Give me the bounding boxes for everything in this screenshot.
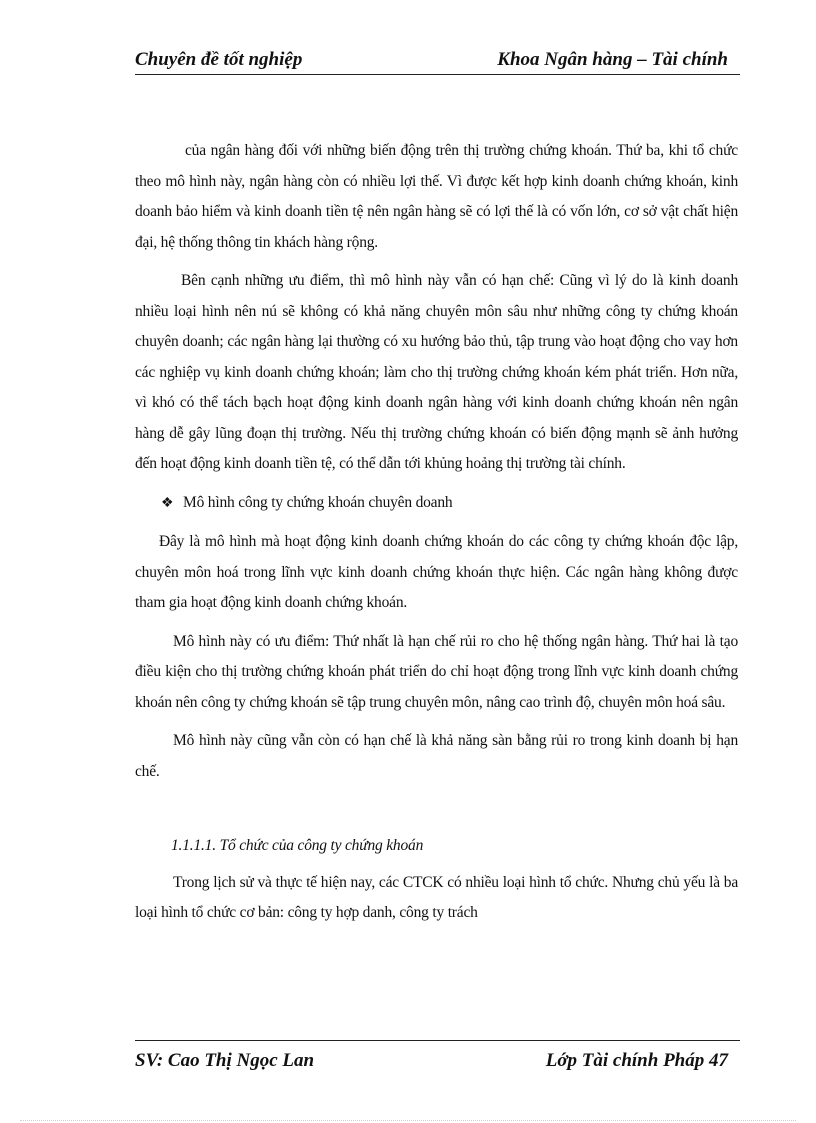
bullet-text: Mô hình công ty chứng khoán chuyên doanh xyxy=(183,493,453,511)
paragraph-2: Bên cạnh những ưu điểm, thì mô hình này vẫn có hạn chế: Cũng vì lý do là kinh doanh nhiều loại hình nên nú sẽ không có khả năng chuyên môn sâu như những công ty chứng khoán chuyên doanh; các ngân hàng lại thường có xu hướng bảo thủ, tập trung vào hoạt động cho vay hơn các nghiệp vụ kinh doanh chứng khoán; làm cho thị trường chứng khoán kém phát triển. Hơn nữa, vì khó có thể tách bạch hoạt động kinh doanh ngân hàng với kinh doanh chứng khoán nên ngân hàng dễ gây lũng đoạn thị trường. Nếu thị trường chứng khoán có biến động mạnh sẽ ảnh hưởng đến hoạt động kinh doanh tiền tệ, có thể dẫn tới khủng hoảng thị trường tài chính. xyxy=(135,272,738,472)
paragraph-1: của ngân hàng đối với những biến động trên thị trường chứng khoán. Thứ ba, khi tổ chức theo mô hình này, ngân hàng còn có nhiều lợi thế. Vì được kết hợp kinh doanh chứng khoán, kinh doanh bảo hiểm và kinh doanh tiền tệ nên ngân hàng sẽ có lợi thế là có vốn lớn, cơ sở vật chất hiện đại, hệ thống thông tin khách hàng rộng. xyxy=(135,142,738,251)
page-bottom-edge xyxy=(20,1120,796,1121)
body-text xyxy=(135,136,738,937)
section-heading: 1.1.1.1. Tổ chức của công ty chứng khoán xyxy=(171,837,424,854)
footer-student-name: SV: Cao Thị Ngọc Lan xyxy=(135,1050,315,1071)
header-right-title: Khoa Ngân hàng – Tài chính xyxy=(497,49,728,70)
header-left-title: Chuyên đề tốt nghiệp xyxy=(135,49,303,70)
diamond-bullet-icon: ❖ xyxy=(161,495,174,511)
paragraph-6: Trong lịch sử và thực tế hiện nay, các CTCK có nhiều loại hình tổ chức. Nhưng chủ yếu là ba loại hình tổ chức cơ bản: công ty hợp danh, công ty trách xyxy=(135,873,738,921)
footer-class-name: Lớp Tài chính Pháp 47 xyxy=(545,1050,728,1071)
footer-divider xyxy=(135,1040,740,1041)
paragraph-3: Đây là mô hình mà hoạt động kinh doanh chứng khoán do các công ty chứng khoán độc lập, chuyên môn hoá trong lĩnh vực kinh doanh chứng khoán thực hiện. Các ngân hàng không được tham gia hoạt động kinh doanh chứng khoán. xyxy=(135,533,738,611)
bullet-item xyxy=(135,488,738,520)
paragraph-5: Mô hình này cũng vẫn còn có hạn chế là khả năng sàn bằng rủi ro trong kinh doanh bị hạn chế. xyxy=(135,732,738,780)
paragraph-4: Mô hình này có ưu điểm: Thứ nhất là hạn chế rủi ro cho hệ thống ngân hàng. Thứ hai là tạo điều kiện cho thị trường chứng khoán phát triển do chỉ hoạt động trong lĩnh vực kinh doanh chứng khoán nên công ty chứng khoán sẽ tập trung chuyên môn, nâng cao trình độ, chuyên môn hoá sâu. xyxy=(135,632,738,711)
page-footer xyxy=(135,1050,740,1076)
page-header xyxy=(135,48,740,75)
